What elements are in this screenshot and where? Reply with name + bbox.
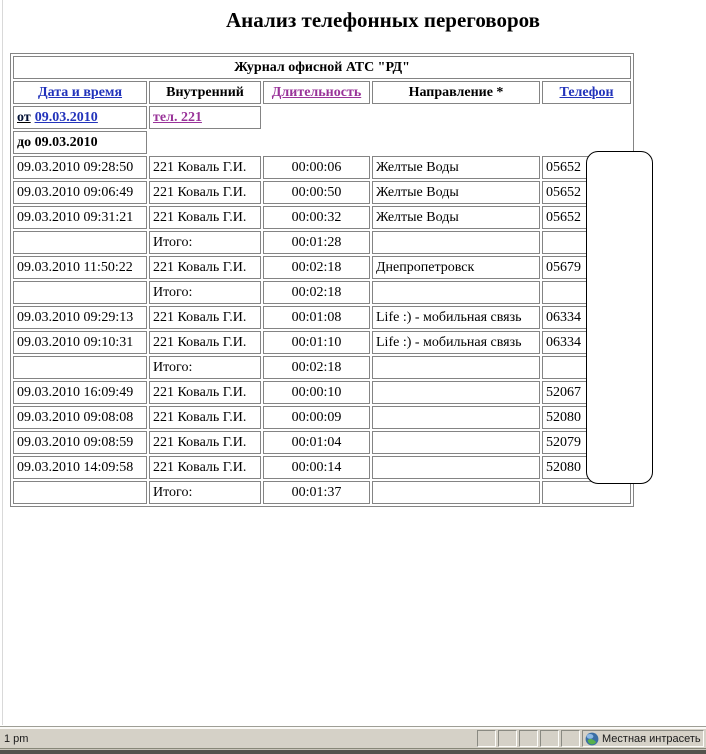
call-row — [13, 306, 631, 329]
call-row — [13, 206, 631, 229]
cell-internal: 221 Коваль Г.И. — [149, 256, 261, 279]
page-title: Анализ телефонных переговоров — [226, 8, 540, 32]
sort-phone-link[interactable]: Телефон — [559, 85, 614, 100]
cell-direction: Днепропетровск — [372, 256, 540, 279]
filter-from-date-link[interactable]: 09.03.2010 — [34, 110, 98, 125]
call-row — [13, 456, 631, 479]
cell-phone: 05652 — [542, 181, 631, 204]
filter-row-to — [13, 131, 631, 154]
cell-datetime: 09.03.2010 09:08:08 — [13, 406, 147, 429]
filter-from-label: от — [17, 110, 31, 125]
statusbar-zone-pane — [582, 730, 704, 747]
statusbar-pane — [477, 730, 496, 747]
cell-datetime: 09.03.2010 09:29:13 — [13, 306, 147, 329]
total-row — [13, 356, 631, 379]
cell-empty — [13, 231, 147, 254]
cell-empty — [13, 481, 147, 504]
cell-datetime: 09.03.2010 09:10:31 — [13, 331, 147, 354]
cell-phone: 52079 — [542, 431, 631, 454]
statusbar-message: 1 pm — [4, 732, 29, 745]
table-header-row — [13, 81, 631, 104]
cell-total-duration: 00:02:18 — [263, 356, 370, 379]
cell-phone: 05652 — [542, 206, 631, 229]
cell-empty — [13, 281, 147, 304]
call-row — [13, 406, 631, 429]
col-header-duration — [263, 81, 370, 104]
filter-empty-cell — [542, 106, 631, 129]
cell-total-label: Итого: — [149, 281, 261, 304]
col-header-phone — [542, 81, 631, 104]
cell-internal: 221 Коваль Г.И. — [149, 156, 261, 179]
cell-duration: 00:00:10 — [263, 381, 370, 404]
statusbar-zone-label: Местная интрасеть — [602, 732, 701, 745]
statusbar-pane — [561, 730, 580, 747]
cell-duration: 00:00:09 — [263, 406, 370, 429]
cell-duration: 00:00:06 — [263, 156, 370, 179]
call-row — [13, 381, 631, 404]
total-row — [13, 231, 631, 254]
cell-empty — [13, 356, 147, 379]
cell-empty — [372, 481, 540, 504]
cell-total-duration: 00:02:18 — [263, 281, 370, 304]
cell-duration: 00:00:50 — [263, 181, 370, 204]
cell-datetime: 09.03.2010 09:28:50 — [13, 156, 147, 179]
filter-empty-cell — [263, 131, 370, 154]
cell-internal: 221 Коваль Г.И. — [149, 331, 261, 354]
cell-duration: 00:00:32 — [263, 206, 370, 229]
cell-internal: 221 Коваль Г.И. — [149, 406, 261, 429]
col-header-direction: Направление * — [372, 81, 540, 104]
filter-to-text: до 09.03.2010 — [17, 135, 98, 150]
cell-datetime: 09.03.2010 14:09:58 — [13, 456, 147, 479]
call-row — [13, 331, 631, 354]
cell-duration: 00:01:08 — [263, 306, 370, 329]
cell-empty — [372, 231, 540, 254]
cell-total-duration: 00:01:37 — [263, 481, 370, 504]
cell-phone: 06334 — [542, 331, 631, 354]
cell-phone: 52067 — [542, 381, 631, 404]
cell-phone: 05652 — [542, 156, 631, 179]
filter-from-cell — [13, 106, 147, 129]
table-caption: Журнал офисной АТС "РД" — [13, 56, 631, 79]
cell-phone: 52080 — [542, 406, 631, 429]
call-row — [13, 181, 631, 204]
intranet-globe-icon — [585, 732, 599, 746]
cell-direction: Желтые Воды — [372, 181, 540, 204]
sort-datetime-link[interactable]: Дата и время — [37, 85, 123, 100]
col-header-internal: Внутренний — [149, 81, 261, 104]
cell-duration: 00:00:14 — [263, 456, 370, 479]
total-row — [13, 281, 631, 304]
cell-direction — [372, 431, 540, 454]
cell-total-label: Итого: — [149, 481, 261, 504]
col-header-datetime — [13, 81, 147, 104]
cell-phone: 06334 — [542, 306, 631, 329]
cell-direction — [372, 381, 540, 404]
status-bar — [0, 726, 706, 754]
cell-datetime: 09.03.2010 09:08:59 — [13, 431, 147, 454]
cell-direction: Life :) - мобильная связь — [372, 331, 540, 354]
cell-total-label: Итого: — [149, 356, 261, 379]
filter-phone-cell — [149, 106, 261, 129]
cell-direction — [372, 406, 540, 429]
sort-duration-link[interactable]: Длительность — [271, 85, 362, 100]
cell-direction: Желтые Воды — [372, 206, 540, 229]
cell-internal: 221 Коваль Г.И. — [149, 206, 261, 229]
cell-phone: 52080 — [542, 456, 631, 479]
cell-duration: 00:01:04 — [263, 431, 370, 454]
filter-to-cell — [13, 131, 147, 154]
table-caption-row — [13, 56, 631, 79]
cell-empty — [542, 481, 631, 504]
filter-phone-link[interactable]: тел. 221 — [153, 110, 202, 125]
call-row — [13, 256, 631, 279]
filter-empty-cell — [263, 106, 370, 129]
cell-total-label: Итого: — [149, 231, 261, 254]
calls-table — [10, 53, 634, 507]
cell-datetime: 09.03.2010 16:09:49 — [13, 381, 147, 404]
cell-internal: 221 Коваль Г.И. — [149, 431, 261, 454]
statusbar-body — [0, 729, 706, 748]
filter-empty-cell — [372, 131, 540, 154]
call-row — [13, 431, 631, 454]
filter-empty-cell — [372, 106, 540, 129]
cell-internal: 221 Коваль Г.И. — [149, 381, 261, 404]
cell-duration: 00:01:10 — [263, 331, 370, 354]
cell-total-duration: 00:01:28 — [263, 231, 370, 254]
call-row — [13, 156, 631, 179]
filter-row-from — [13, 106, 631, 129]
cell-direction: Life :) - мобильная связь — [372, 306, 540, 329]
statusbar-pane — [519, 730, 538, 747]
cell-internal: 221 Коваль Г.И. — [149, 181, 261, 204]
statusbar-pane — [498, 730, 517, 747]
cell-empty — [372, 281, 540, 304]
cell-datetime: 09.03.2010 09:06:49 — [13, 181, 147, 204]
cell-direction: Желтые Воды — [372, 156, 540, 179]
cell-direction — [372, 456, 540, 479]
cell-empty — [372, 356, 540, 379]
total-row — [13, 481, 631, 504]
redaction-overlay — [586, 151, 653, 484]
filter-empty-cell — [149, 131, 261, 154]
cell-datetime: 09.03.2010 11:50:22 — [13, 256, 147, 279]
statusbar-pane — [540, 730, 559, 747]
cell-datetime: 09.03.2010 09:31:21 — [13, 206, 147, 229]
cell-duration: 00:02:18 — [263, 256, 370, 279]
cell-internal: 221 Коваль Г.И. — [149, 306, 261, 329]
cell-internal: 221 Коваль Г.И. — [149, 456, 261, 479]
window-bottom-edge — [0, 750, 706, 754]
cell-phone: 05679 — [542, 256, 631, 279]
